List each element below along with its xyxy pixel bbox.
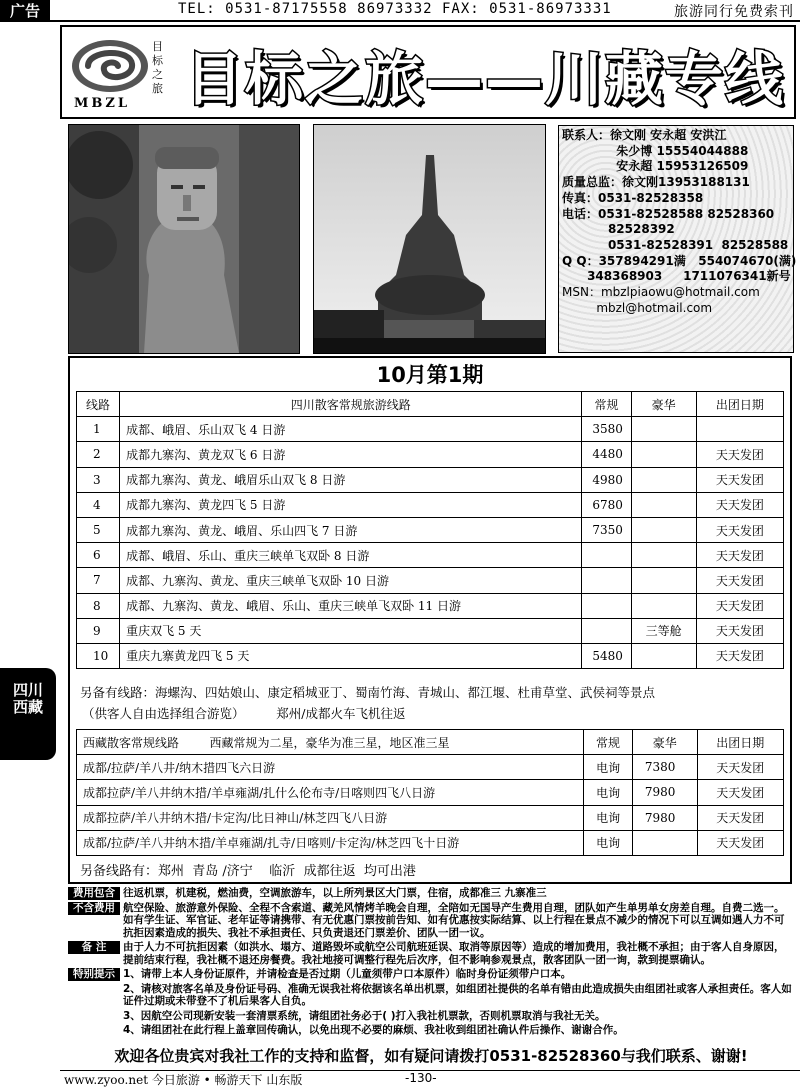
table-cell xyxy=(582,543,631,568)
table-cell: 成都、九寨沟、黄龙、峨眉、乐山、重庆三峡单飞双卧 11 日游 xyxy=(120,593,582,618)
golden-summit-statue-photo xyxy=(313,124,546,354)
table-cell xyxy=(582,593,631,618)
table-cell: 成都/拉萨/羊八井/纳木措四飞六日游 xyxy=(77,755,584,780)
table-cell xyxy=(582,618,631,643)
table-cell: 成都、峨眉、乐山、重庆三峡单飞双卧 8 日游 xyxy=(120,543,582,568)
table-cell: 天天发团 xyxy=(697,805,783,830)
table-row xyxy=(77,593,784,618)
table-row xyxy=(77,618,784,643)
table-cell xyxy=(632,830,697,855)
side-tab-label: 四川西藏 xyxy=(12,681,43,716)
table-cell: 10 xyxy=(77,643,120,668)
fee-text: 往返机票，机建税，燃油费，空调旅游车，以上所列景区大门票，住宿，成都准三 九寨准三 xyxy=(123,887,547,899)
table-header-row xyxy=(77,730,784,755)
table-cell: 7 xyxy=(77,568,120,593)
fee-text: 由于人力不可抗拒因素（如洪水、塌方、道路毁坏或航空公司航班延误、取消等原因等）造成的增加费用，我社概不承担；由于客人自身原因，提前结束行程，我社概不退还房餐费。我社地接可调整行程先后次序，但不影响参观景点，散客团队一团一询，款到提票确认。 xyxy=(123,941,785,966)
table-cell: 7980 xyxy=(632,780,697,805)
page-title: 目标之旅——川藏专线 xyxy=(185,45,786,113)
header-cell: 西藏散客常规线路 西藏常规为二星，豪华为准三星，地区准三星 xyxy=(77,730,584,755)
table-cell: 3 xyxy=(77,467,120,492)
table-row xyxy=(77,492,784,517)
table-cell: 6780 xyxy=(582,492,631,517)
table-cell xyxy=(631,442,696,467)
table-cell: 2 xyxy=(77,442,120,467)
table-row xyxy=(77,805,784,830)
fee-label: 特别提示 xyxy=(68,968,120,981)
fee-row xyxy=(68,1024,794,1037)
header-cell: 常规 xyxy=(582,392,631,417)
logo-vertical-text: 目标之旅 xyxy=(152,40,163,95)
fee-text: 2、请核对旅客名单及身份证号码、准确无误我社将依据该名单出机票，如组团社提供的名单有错由此造成损失由组团社或客人承担责任。客人如证件过期或未带登不了机后果客人自负。 xyxy=(123,982,792,1007)
contact-line: 联系人：徐文刚 安永超 安洪江 xyxy=(562,128,727,142)
fee-label: 费用包含 xyxy=(68,887,120,900)
page-number: -130- xyxy=(405,1071,437,1085)
header-cell: 豪华 xyxy=(631,392,696,417)
table-cell xyxy=(631,467,696,492)
table-cell xyxy=(631,543,696,568)
table-cell: 成都九寨沟、黄龙双飞 6 日游 xyxy=(120,442,582,467)
contact-line: 传真：0531-82528358 xyxy=(562,190,704,205)
table-cell: 6 xyxy=(77,543,120,568)
table-cell: 天天发团 xyxy=(696,442,783,467)
table-cell: 成都九寨沟、黄龙、峨眉、乐山四飞 7 日游 xyxy=(120,517,582,542)
table-cell: 天天发团 xyxy=(696,643,783,668)
table-row xyxy=(77,517,784,542)
table-row xyxy=(77,417,784,442)
other-routes-note-2: （供客人自由选择组合游览） 郑州/成都火车飞机往返 xyxy=(82,706,406,721)
header-cell: 出团日期 xyxy=(697,730,783,755)
table-cell xyxy=(631,593,696,618)
table-cell: 电询 xyxy=(584,830,633,855)
table-row xyxy=(77,543,784,568)
table-cell: 天天发团 xyxy=(696,517,783,542)
fee-label: 备 注 xyxy=(68,941,120,954)
sichuan-tibet-side-tab xyxy=(0,668,56,760)
contact-line: 348368903 1711076341新号 xyxy=(562,269,791,284)
contact-panel xyxy=(558,125,797,353)
giant-buddha-photo xyxy=(68,124,300,354)
contact-line: 朱少博 15554044888 xyxy=(562,143,749,158)
table-cell: 重庆双飞 5 天 xyxy=(120,618,582,643)
fee-row xyxy=(68,941,794,966)
table-row xyxy=(77,467,784,492)
table-cell: 天天发团 xyxy=(696,568,783,593)
table-cell: 电询 xyxy=(584,805,633,830)
fee-row xyxy=(68,887,794,900)
header-cell: 豪华 xyxy=(632,730,697,755)
fee-row xyxy=(68,968,794,981)
issue-title: 10月第1期 xyxy=(376,363,484,387)
fee-label: 不含费用 xyxy=(68,902,120,915)
contact-line: 82528392 xyxy=(562,222,675,237)
contact-line: Q Q：357894291满 554074670(满) xyxy=(562,253,797,268)
table-cell xyxy=(631,417,696,442)
other-routes-note: 另备有线路：海螺沟、四姑娘山、康定稻城亚丁、蜀南竹海、青城山、都江堰、杜甫草堂、武侯祠等景点 xyxy=(80,685,656,700)
table-cell xyxy=(631,568,696,593)
table-row xyxy=(77,755,784,780)
table-row xyxy=(77,442,784,467)
table-cell: 天天发团 xyxy=(696,593,783,618)
table-cell: 天天发团 xyxy=(696,543,783,568)
fee-row xyxy=(68,1010,794,1023)
table-cell xyxy=(631,517,696,542)
table-cell xyxy=(631,492,696,517)
contact-line: 电话：0531-82528588 82528360 xyxy=(562,206,775,221)
header-cell: 出团日期 xyxy=(696,392,783,417)
table-cell: 3580 xyxy=(582,417,631,442)
table-cell: 天天发团 xyxy=(696,467,783,492)
contact-line: mbzl@hotmail.com xyxy=(562,300,713,315)
table-header-row xyxy=(77,392,784,417)
departure-note: 另备线路有：郑州 青岛 /济宁 临沂 成都往返 均可出港 xyxy=(80,864,416,879)
table-cell: 天天发团 xyxy=(696,618,783,643)
contact-line: 质量总监：徐文刚13953188131 xyxy=(562,175,750,190)
header-cell: 四川散客常规旅游线路 xyxy=(120,392,582,417)
contact-line: 安永超 15953126509 xyxy=(562,159,749,174)
fee-text: 3、因航空公司现新安装一套清票系统，请组团社务必于( )打入我社机票款，否则机票取消与我社无关。 xyxy=(123,1009,606,1022)
footer-site: www.zyoo.net 今日旅游 • 畅游天下 山东版 xyxy=(64,1073,303,1087)
tibet-route-table xyxy=(76,729,784,856)
table-row xyxy=(77,830,784,855)
free-index-tag: 旅游同行免费索刊 xyxy=(674,4,794,20)
table-cell: 1 xyxy=(77,417,120,442)
table-cell: 天天发团 xyxy=(697,755,783,780)
logo-letters: MBZL xyxy=(74,96,131,111)
table-row xyxy=(77,643,784,668)
table-cell: 7380 xyxy=(632,755,697,780)
table-cell: 8 xyxy=(77,593,120,618)
contact-line: MSN：mbzlpiaowu@hotmail.com xyxy=(562,285,760,300)
table-cell: 成都拉萨/羊八井纳木措/卡定沟/比日神山/林芝四飞八日游 xyxy=(77,805,584,830)
table-cell: 4 xyxy=(77,492,120,517)
logo-swirl-icon xyxy=(70,38,150,94)
table-cell: 成都、九寨沟、黄龙、重庆三峡单飞双卧 10 日游 xyxy=(120,568,582,593)
table-cell: 7980 xyxy=(632,805,697,830)
table-cell: 成都九寨沟、黄龙四飞 5 日游 xyxy=(120,492,582,517)
header-cell: 线路 xyxy=(77,392,120,417)
fee-row xyxy=(68,902,794,940)
contact-line: 0531-82528391 82528588 xyxy=(562,237,789,252)
table-cell xyxy=(696,417,783,442)
table-cell: 7350 xyxy=(582,517,631,542)
table-cell: 电询 xyxy=(584,755,633,780)
table-cell: 5 xyxy=(77,517,120,542)
table-cell: 4480 xyxy=(582,442,631,467)
fee-text: 1、请带上本人身份证原件，并请检查是否过期（儿童须带户口本原件）临时身份证须带户口本。 xyxy=(123,968,572,980)
fee-text: 4、请组团社在此行程上盖章回传确认，以免出现不必要的麻烦、我社收到组团社确认件后操作、谢谢合作。 xyxy=(123,1024,624,1036)
table-cell: 5480 xyxy=(582,643,631,668)
table-cell: 天天发团 xyxy=(696,492,783,517)
header-cell: 常规 xyxy=(584,730,633,755)
table-cell: 三等舱 xyxy=(631,618,696,643)
fee-row xyxy=(68,983,794,1008)
table-cell: 成都、峨眉、乐山双飞 4 日游 xyxy=(120,417,582,442)
table-cell: 电询 xyxy=(584,780,633,805)
table-cell: 天天发团 xyxy=(697,830,783,855)
top-divider xyxy=(0,20,800,22)
table-cell xyxy=(631,643,696,668)
table-cell: 天天发团 xyxy=(697,780,783,805)
fee-info xyxy=(68,887,794,1039)
tel-fax: TEL: 0531-87175558 86973332 FAX: 0531-86973331 xyxy=(178,1,612,17)
fee-text: 航空保险、旅游意外保险、全程不含索道、藏羌风情烤羊晚会自理，全陪如无国导产生费用自理，团队如产生单男单女房差自理。自费二选一。如有学生证、军官证、老年证等请携带、有无优惠门票按前告知、如有优惠按实际结算、以上行程在景点不减少的情况下可以互调如遇人力不可抗拒因素造成的损失、我社不承担责任、只负责退还门票差价、团队一团一议。 xyxy=(123,901,785,939)
table-cell: 重庆九寨黄龙四飞 5 天 xyxy=(120,643,582,668)
table-cell: 4980 xyxy=(582,467,631,492)
table-cell: 成都/拉萨/羊八井纳木措/羊卓雍湖/扎寺/日喀则/卡定沟/林芝四飞十日游 xyxy=(77,830,584,855)
table-cell xyxy=(582,568,631,593)
table-cell: 9 xyxy=(77,618,120,643)
table-cell: 成都九寨沟、黄龙、峨眉乐山双飞 8 日游 xyxy=(120,467,582,492)
sichuan-route-table xyxy=(76,391,784,669)
table-row xyxy=(77,780,784,805)
welcome-line: 欢迎各位贵宾对我社工作的支持和监督，如有疑问请拨打0531-82528360与我们联系、谢谢! xyxy=(114,1047,748,1065)
table-cell: 成都拉萨/羊八井纳木措/羊卓雍湖/扎什么伦布寺/日喀则四飞八日游 xyxy=(77,780,584,805)
ad-tag: 广告 xyxy=(0,0,50,22)
table-row xyxy=(77,568,784,593)
